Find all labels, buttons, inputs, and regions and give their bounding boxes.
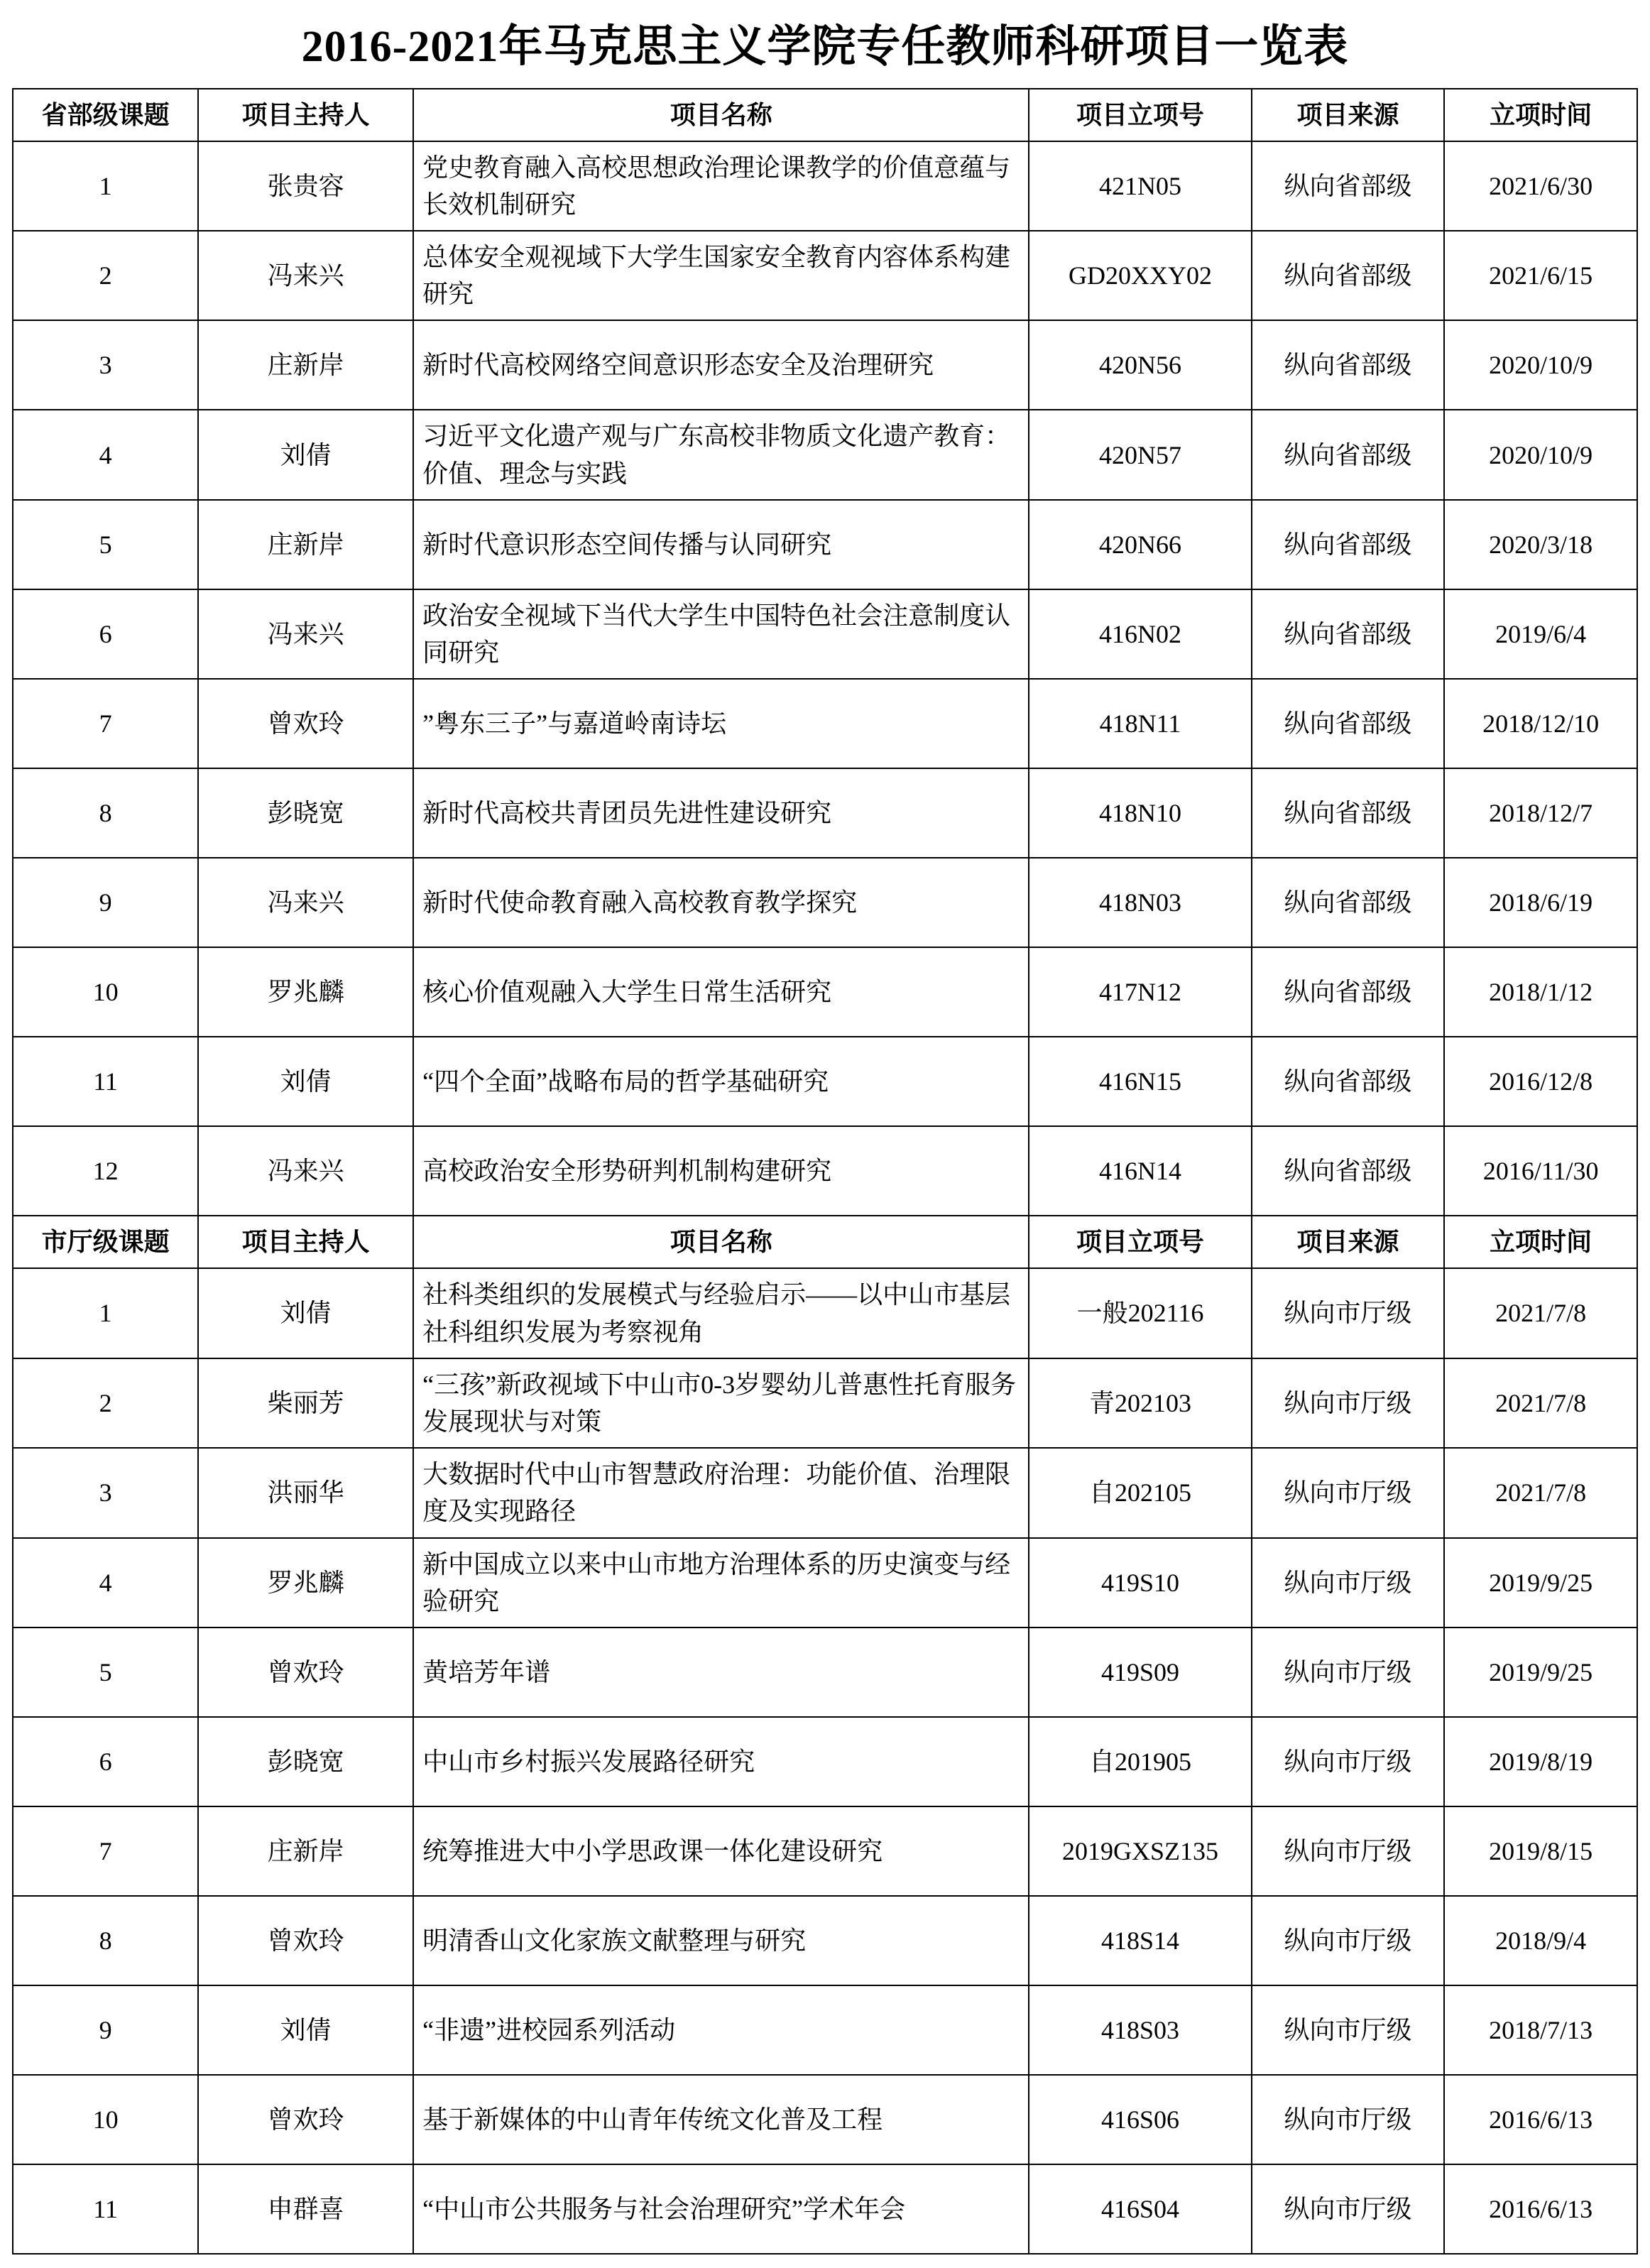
table-row: [13, 2075, 1637, 2164]
cell-project-name: 明清香山文化家族文献整理与研究: [413, 1896, 1029, 1985]
cell-source: 纵向市厅级: [1252, 1717, 1445, 1806]
cell-host: 彭晓宽: [198, 768, 413, 858]
column-header-source: 项目来源: [1252, 89, 1445, 141]
cell-date: 2020/10/9: [1444, 320, 1637, 410]
cell-date: 2019/8/15: [1444, 1806, 1637, 1896]
table-row: [13, 1358, 1637, 1448]
cell-source: 纵向市厅级: [1252, 1628, 1445, 1717]
table-row: [13, 679, 1637, 768]
cell-host: 冯来兴: [198, 1126, 413, 1216]
cell-index: 5: [13, 500, 198, 589]
table-row: [13, 1126, 1637, 1216]
cell-date: 2019/6/4: [1444, 589, 1637, 679]
cell-project-no: 420N57: [1029, 410, 1251, 499]
table-row: [13, 410, 1637, 499]
cell-source: 纵向省部级: [1252, 947, 1445, 1037]
cell-project-name: “非遗”进校园系列活动: [413, 1985, 1029, 2075]
cell-project-name: 黄培芳年谱: [413, 1628, 1029, 1717]
cell-project-no: 416S06: [1029, 2075, 1251, 2164]
cell-index: 11: [13, 2164, 198, 2254]
cell-host: 曾欢玲: [198, 1628, 413, 1717]
cell-project-no: 自201905: [1029, 1717, 1251, 1806]
cell-date: 2020/3/18: [1444, 500, 1637, 589]
cell-index: 6: [13, 589, 198, 679]
cell-source: 纵向省部级: [1252, 231, 1445, 320]
cell-date: 2018/9/4: [1444, 1896, 1637, 1985]
cell-index: 7: [13, 1806, 198, 1896]
table-row: [13, 1268, 1637, 1358]
cell-index: 9: [13, 858, 198, 947]
cell-date: 2016/11/30: [1444, 1126, 1637, 1216]
cell-project-no: 418N10: [1029, 768, 1251, 858]
cell-index: 3: [13, 320, 198, 410]
cell-project-name: “三孩”新政视域下中山市0-3岁婴幼儿普惠性托育服务发展现状与对策: [413, 1358, 1029, 1448]
cell-index: 7: [13, 679, 198, 768]
cell-source: 纵向市厅级: [1252, 1896, 1445, 1985]
table-row: [13, 1628, 1637, 1717]
cell-host: 洪丽华: [198, 1448, 413, 1537]
cell-project-no: 418S14: [1029, 1896, 1251, 1985]
cell-project-name: 高校政治安全形势研判机制构建研究: [413, 1126, 1029, 1216]
cell-date: 2018/12/7: [1444, 768, 1637, 858]
cell-date: 2021/6/15: [1444, 231, 1637, 320]
column-header-project-name: 项目名称: [413, 89, 1029, 141]
cell-project-name: 政治安全视域下当代大学生中国特色社会注意制度认同研究: [413, 589, 1029, 679]
column-header-date: 立项时间: [1444, 1216, 1637, 1268]
cell-project-no: 416N02: [1029, 589, 1251, 679]
cell-host: 庄新岸: [198, 500, 413, 589]
cell-index: 8: [13, 768, 198, 858]
column-header-project-name: 项目名称: [413, 1216, 1029, 1268]
cell-project-name: 大数据时代中山市智慧政府治理：功能价值、治理限度及实现路径: [413, 1448, 1029, 1537]
cell-index: 8: [13, 1896, 198, 1985]
cell-index: 10: [13, 947, 198, 1037]
column-header-host: 项目主持人: [198, 89, 413, 141]
cell-project-name: ”粤东三子”与嘉道岭南诗坛: [413, 679, 1029, 768]
cell-project-name: 新时代高校共青团员先进性建设研究: [413, 768, 1029, 858]
column-header-project-no: 项目立项号: [1029, 1216, 1251, 1268]
cell-source: 纵向市厅级: [1252, 1985, 1445, 2075]
table-row: [13, 1985, 1637, 2075]
cell-source: 纵向省部级: [1252, 768, 1445, 858]
cell-project-no: 青202103: [1029, 1358, 1251, 1448]
cell-host: 曾欢玲: [198, 679, 413, 768]
cell-source: 纵向省部级: [1252, 858, 1445, 947]
cell-date: 2019/9/25: [1444, 1538, 1637, 1628]
cell-index: 5: [13, 1628, 198, 1717]
cell-date: 2019/8/19: [1444, 1717, 1637, 1806]
cell-date: 2018/7/13: [1444, 1985, 1637, 2075]
cell-source: 纵向市厅级: [1252, 1268, 1445, 1358]
column-header-source: 项目来源: [1252, 1216, 1445, 1268]
cell-project-name: 习近平文化遗产观与广东高校非物质文化遗产教育：价值、理念与实践: [413, 410, 1029, 499]
cell-project-name: 核心价值观融入大学生日常生活研究: [413, 947, 1029, 1037]
cell-index: 4: [13, 410, 198, 499]
cell-project-no: GD20XXY02: [1029, 231, 1251, 320]
cell-date: 2016/12/8: [1444, 1037, 1637, 1126]
cell-index: 9: [13, 1985, 198, 2075]
cell-host: 曾欢玲: [198, 1896, 413, 1985]
table-row: [13, 768, 1637, 858]
cell-project-name: “中山市公共服务与社会治理研究”学术年会: [413, 2164, 1029, 2254]
cell-index: 11: [13, 1037, 198, 1126]
table-row: [13, 141, 1637, 231]
cell-index: 10: [13, 2075, 198, 2164]
cell-date: 2018/6/19: [1444, 858, 1637, 947]
cell-project-no: 420N56: [1029, 320, 1251, 410]
table-row: [13, 2164, 1637, 2254]
page-title: 2016-2021年马克思主义学院专任教师科研项目一览表: [301, 23, 1349, 71]
cell-index: 1: [13, 141, 198, 231]
cell-date: 2018/1/12: [1444, 947, 1637, 1037]
cell-source: 纵向省部级: [1252, 500, 1445, 589]
cell-host: 柴丽芳: [198, 1358, 413, 1448]
cell-project-name: 基于新媒体的中山青年传统文化普及工程: [413, 2075, 1029, 2164]
cell-host: 冯来兴: [198, 589, 413, 679]
cell-project-no: 416N14: [1029, 1126, 1251, 1216]
column-header-category: 省部级课题: [13, 89, 198, 141]
cell-index: 4: [13, 1538, 198, 1628]
table-row: [13, 231, 1637, 320]
cell-project-name: 总体安全观视域下大学生国家安全教育内容体系构建研究: [413, 231, 1029, 320]
cell-project-name: 新时代高校网络空间意识形态安全及治理研究: [413, 320, 1029, 410]
cell-project-no: 418N11: [1029, 679, 1251, 768]
cell-source: 纵向省部级: [1252, 1126, 1445, 1216]
cell-date: 2021/7/8: [1444, 1268, 1637, 1358]
cell-project-no: 2019GXSZ135: [1029, 1806, 1251, 1896]
cell-project-no: 416S04: [1029, 2164, 1251, 2254]
cell-date: 2021/6/30: [1444, 141, 1637, 231]
cell-host: 罗兆麟: [198, 1538, 413, 1628]
cell-project-name: 新时代使命教育融入高校教育教学探究: [413, 858, 1029, 947]
cell-source: 纵向省部级: [1252, 1037, 1445, 1126]
cell-index: 6: [13, 1717, 198, 1806]
table-row: [13, 1448, 1637, 1537]
column-header-date: 立项时间: [1444, 89, 1637, 141]
cell-date: 2019/9/25: [1444, 1628, 1637, 1717]
cell-index: 2: [13, 1358, 198, 1448]
cell-date: 2018/12/10: [1444, 679, 1637, 768]
cell-host: 刘倩: [198, 410, 413, 499]
cell-date: 2016/6/13: [1444, 2164, 1637, 2254]
cell-project-name: 新中国成立以来中山市地方治理体系的历史演变与经验研究: [413, 1538, 1029, 1628]
cell-date: 2021/7/8: [1444, 1358, 1637, 1448]
table-row: [13, 858, 1637, 947]
cell-project-name: 社科类组织的发展模式与经验启示——以中山市基层社科组织发展为考察视角: [413, 1268, 1029, 1358]
column-header-project-no: 项目立项号: [1029, 89, 1251, 141]
cell-project-no: 416N15: [1029, 1037, 1251, 1126]
cell-host: 申群喜: [198, 2164, 413, 2254]
cell-date: 2021/7/8: [1444, 1448, 1637, 1537]
table-row: [13, 500, 1637, 589]
cell-host: 张贵容: [198, 141, 413, 231]
cell-host: 刘倩: [198, 1268, 413, 1358]
research-projects-table: [12, 88, 1638, 2255]
cell-project-name: 党史教育融入高校思想政治理论课教学的价值意蕴与长效机制研究: [413, 141, 1029, 231]
cell-source: 纵向省部级: [1252, 589, 1445, 679]
cell-host: 刘倩: [198, 1985, 413, 2075]
column-header-category: 市厅级课题: [13, 1216, 198, 1268]
cell-date: 2016/6/13: [1444, 2075, 1637, 2164]
section-header-row: [13, 89, 1637, 141]
cell-host: 罗兆麟: [198, 947, 413, 1037]
table-body: [13, 89, 1637, 2254]
cell-project-no: 418S03: [1029, 1985, 1251, 2075]
cell-project-no: 419S09: [1029, 1628, 1251, 1717]
cell-project-no: 418N03: [1029, 858, 1251, 947]
cell-source: 纵向市厅级: [1252, 2075, 1445, 2164]
cell-project-name: “四个全面”战略布局的哲学基础研究: [413, 1037, 1029, 1126]
table-row: [13, 320, 1637, 410]
cell-index: 3: [13, 1448, 198, 1537]
cell-source: 纵向市厅级: [1252, 1448, 1445, 1537]
cell-project-no: 一般202116: [1029, 1268, 1251, 1358]
cell-index: 12: [13, 1126, 198, 1216]
cell-source: 纵向省部级: [1252, 320, 1445, 410]
cell-host: 冯来兴: [198, 858, 413, 947]
cell-host: 庄新岸: [198, 1806, 413, 1896]
cell-host: 刘倩: [198, 1037, 413, 1126]
cell-host: 彭晓宽: [198, 1717, 413, 1806]
cell-source: 纵向市厅级: [1252, 1538, 1445, 1628]
table-row: [13, 1717, 1637, 1806]
table-row: [13, 589, 1637, 679]
cell-project-name: 新时代意识形态空间传播与认同研究: [413, 500, 1029, 589]
section-header-row: [13, 1216, 1637, 1268]
cell-index: 2: [13, 231, 198, 320]
cell-project-no: 421N05: [1029, 141, 1251, 231]
cell-date: 2020/10/9: [1444, 410, 1637, 499]
cell-host: 冯来兴: [198, 231, 413, 320]
cell-project-name: 中山市乡村振兴发展路径研究: [413, 1717, 1029, 1806]
table-row: [13, 1037, 1637, 1126]
cell-host: 曾欢玲: [198, 2075, 413, 2164]
table-row: [13, 1806, 1637, 1896]
column-header-host: 项目主持人: [198, 1216, 413, 1268]
table-row: [13, 1538, 1637, 1628]
cell-source: 纵向市厅级: [1252, 1806, 1445, 1896]
cell-index: 1: [13, 1268, 198, 1358]
cell-host: 庄新岸: [198, 320, 413, 410]
cell-project-no: 417N12: [1029, 947, 1251, 1037]
cell-source: 纵向市厅级: [1252, 1358, 1445, 1448]
cell-source: 纵向市厅级: [1252, 2164, 1445, 2254]
cell-project-name: 统筹推进大中小学思政课一体化建设研究: [413, 1806, 1029, 1896]
table-row: [13, 947, 1637, 1037]
cell-source: 纵向省部级: [1252, 410, 1445, 499]
cell-source: 纵向省部级: [1252, 141, 1445, 231]
cell-project-no: 自202105: [1029, 1448, 1251, 1537]
cell-project-no: 419S10: [1029, 1538, 1251, 1628]
cell-project-no: 420N66: [1029, 500, 1251, 589]
table-row: [13, 1896, 1637, 1985]
cell-source: 纵向省部级: [1252, 679, 1445, 768]
